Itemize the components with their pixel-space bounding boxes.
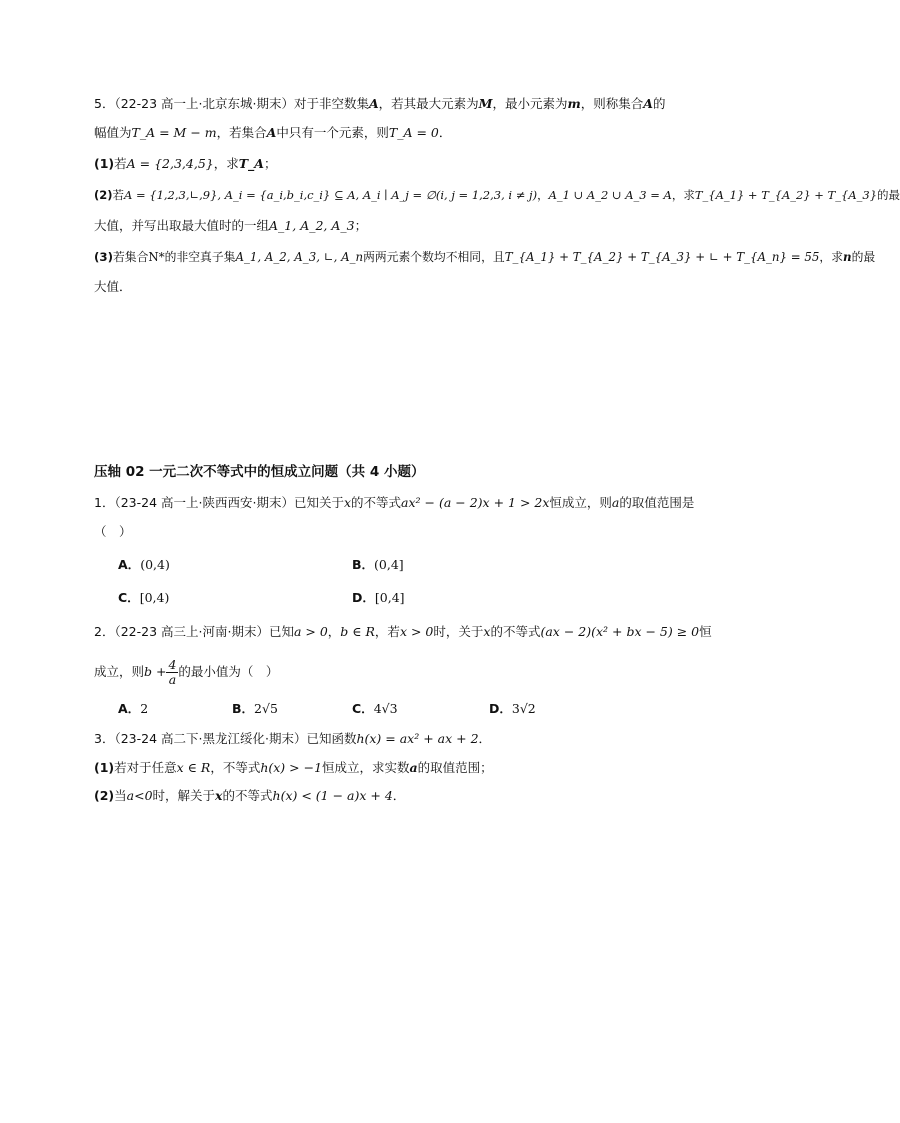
section-title: 压轴 02 一元二次不等式中的恒成立问题（共 4 小题） (94, 464, 425, 480)
q3-stem: 3．（23-24 高二下·黑龙江绥化·期末）已知函数h(x) = ax² + ax + 2． (94, 731, 492, 746)
q2-stem: 2．（22-23 高三上·河南·期末）已知a > 0，b ∈ R，若x > 0时，关于x的不等式(ax − 2)(x² + bx − 5) ≥ 0恒 (94, 624, 712, 639)
fraction-4-over-a: $\frac{4}{a}$ (168, 657, 177, 687)
q2-option-d[interactable]: D．3√2 (489, 701, 536, 716)
q2-option-c[interactable]: C．4√3 (352, 701, 398, 716)
q1-option-b[interactable]: B．(0,4] (352, 557, 404, 572)
q5-part3: (3)若集合N*的非空真子集A_1, A_2, A_3, ∟, A_n两两元素个数均不相同，且T_{A_1} + T_{A_2} + T_{A_3} + ∟ + T_{A_n} = 55，求n的最 (94, 250, 876, 264)
q1-option-a[interactable]: A．(0,4) (118, 557, 170, 572)
q5-part1: (1)若A = {2,3,4,5}，求T_A； (94, 156, 277, 171)
q2-option-a[interactable]: A．2 (118, 701, 149, 716)
q2-option-b[interactable]: B．2√5 (232, 701, 278, 716)
q5-part2-line2: 大值，并写出取最大值时的一组A_1, A_2, A_3； (94, 218, 368, 233)
q2-stem-line2: 成立，则b + $\frac{4}{a}$ 的最小值为（ ） (94, 657, 279, 687)
q3-part2: (2)当a<0时，解关于x的不等式h(x) < (1 − a)x + 4． (94, 788, 406, 803)
q1-option-c[interactable]: C．[0,4) (118, 590, 170, 605)
q5-part3-line2: 大值． (94, 279, 132, 294)
q1-paren: （ ） (94, 524, 132, 539)
q1-stem: 1．（23-24 高一上·陕西西安·期末）已知关于x的不等式ax² − (a − 2)x + 1 > 2x恒成立，则a的取值范围是 (94, 495, 695, 510)
q5-line1: 5．（22-23 高一上·北京东城·期末）对于非空数集A，若其最大元素为M，最小元素为m，则称集合A的 (94, 96, 666, 111)
q1-option-d[interactable]: D．[0,4] (352, 590, 405, 605)
q3-part1: (1)若对于任意x ∈ R，不等式h(x) > −1恒成立，求实数a的取值范围； (94, 760, 493, 775)
q5-part2: (2)若A = {1,2,3,∟,9}, A_i = {a_i,b_i,c_i} ⊆ A, A_i ∣ A_j = ∅(i, j = 1,2,3, i ≠ j)，A_1 ∪ A_2 ∪ A_3 = A，求T_{A_1} + T_{A_2} + T_{A_3}的最 (94, 188, 900, 202)
q5-line2: 幅值为T_A = M − m，若集合A中只有一个元素，则T_A = 0． (94, 125, 452, 140)
